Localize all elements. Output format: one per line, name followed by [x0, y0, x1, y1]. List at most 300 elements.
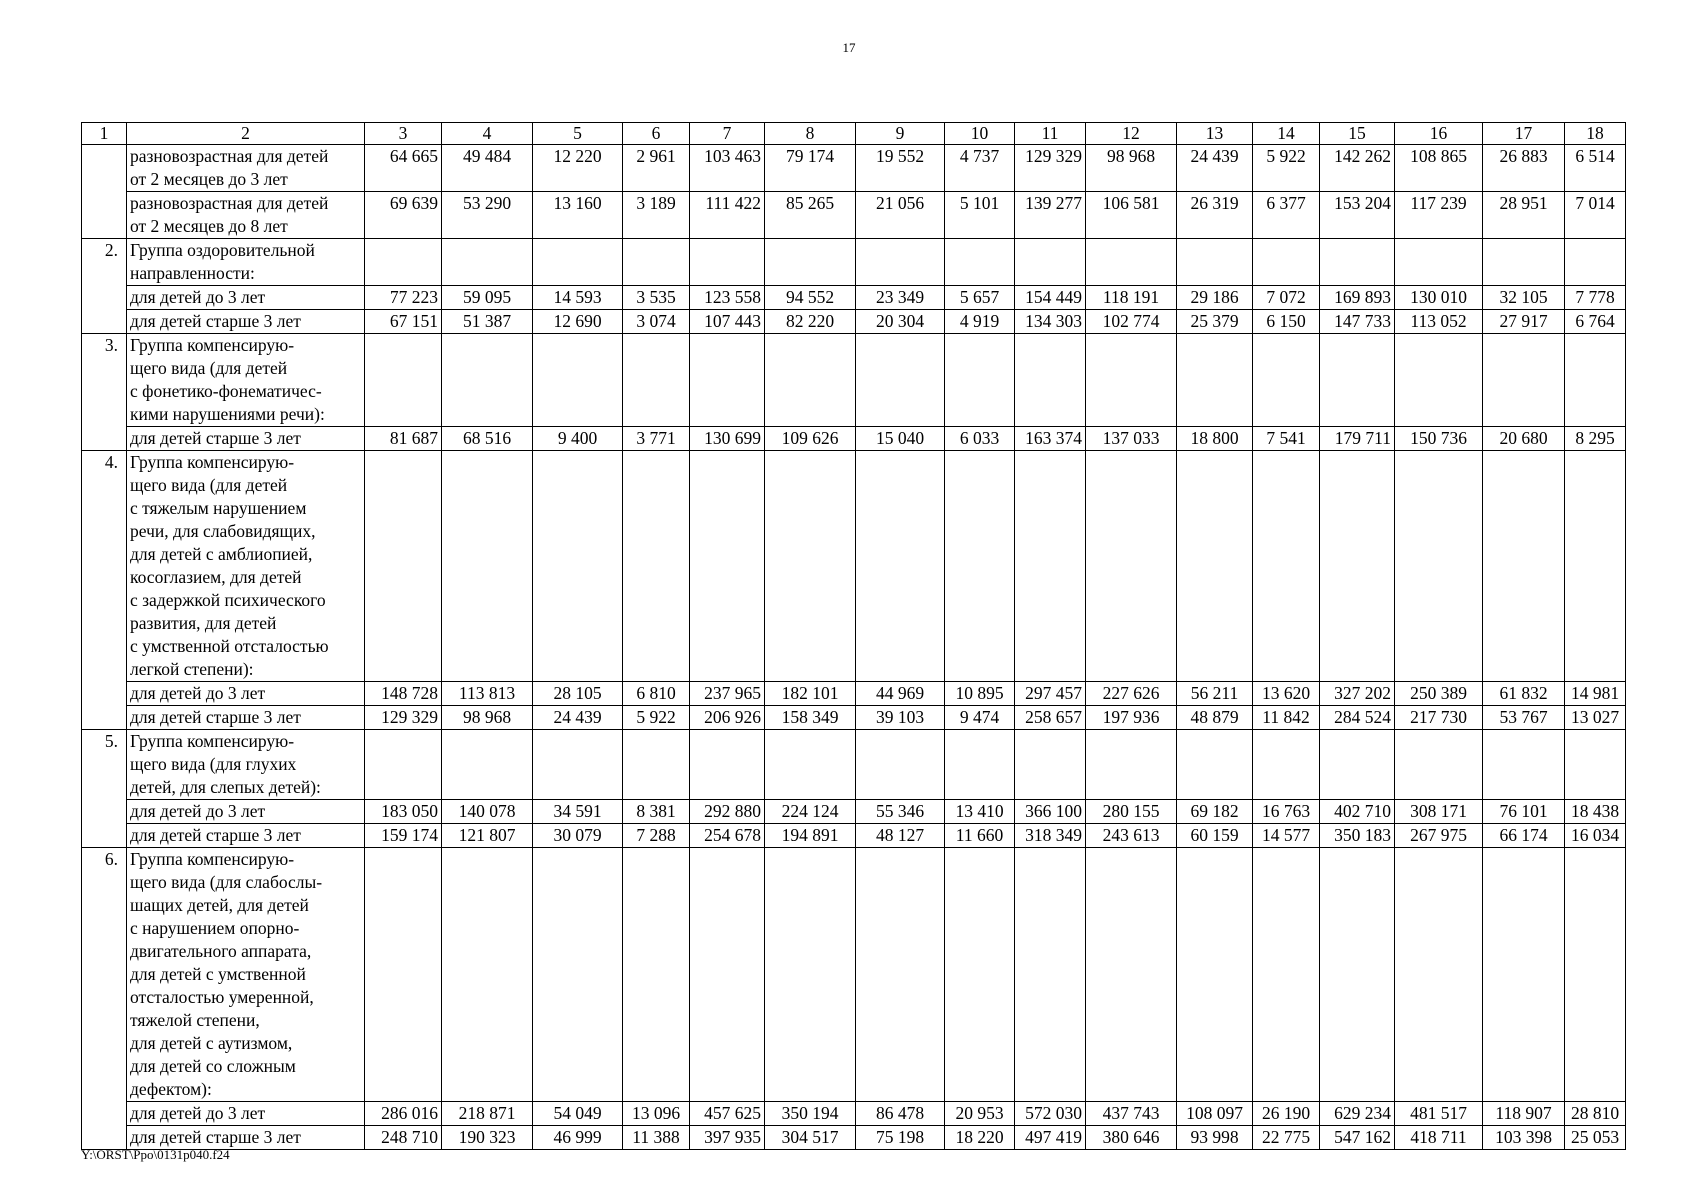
row-label: разновозрастная для детей от 2 месяцев до 3 лет	[127, 145, 365, 192]
value-cell: 108 097	[1177, 1102, 1253, 1126]
empty-cell	[945, 730, 1015, 800]
value-cell: 140 078	[442, 800, 533, 824]
group-title: Группа компенсирую- щего вида (для детей с фонетико-фонематичес- кими нарушениями речи):	[127, 334, 365, 427]
empty-cell	[1177, 239, 1253, 286]
empty-cell	[1086, 334, 1177, 427]
value-cell: 402 710	[1320, 800, 1395, 824]
value-cell: 24 439	[1177, 145, 1253, 192]
value-cell: 20 953	[945, 1102, 1015, 1126]
row-label: для детей до 3 лет	[127, 682, 365, 706]
value-cell: 292 880	[690, 800, 765, 824]
table-row	[82, 145, 1626, 192]
empty-cell	[365, 334, 442, 427]
column-header-row	[82, 123, 1626, 145]
value-cell: 14 577	[1253, 824, 1320, 848]
group-index: 3.	[82, 334, 127, 451]
value-cell: 51 387	[442, 310, 533, 334]
empty-cell	[1253, 334, 1320, 427]
value-cell: 5 101	[945, 192, 1015, 239]
table-row	[82, 310, 1626, 334]
empty-cell	[1395, 334, 1483, 427]
empty-cell	[533, 848, 623, 1102]
value-cell: 139 277	[1015, 192, 1086, 239]
value-cell: 29 186	[1177, 286, 1253, 310]
empty-cell	[1015, 451, 1086, 682]
group-index: 4.	[82, 451, 127, 730]
row-label: для детей старше 3 лет	[127, 1126, 365, 1150]
value-cell: 7 288	[623, 824, 690, 848]
value-cell: 380 646	[1086, 1126, 1177, 1150]
empty-cell	[945, 239, 1015, 286]
value-cell: 547 162	[1320, 1126, 1395, 1150]
value-cell: 254 678	[690, 824, 765, 848]
value-cell: 85 265	[765, 192, 856, 239]
value-cell: 46 999	[533, 1126, 623, 1150]
row-label: для детей до 3 лет	[127, 286, 365, 310]
value-cell: 48 127	[856, 824, 945, 848]
value-cell: 129 329	[1015, 145, 1086, 192]
table-row	[82, 800, 1626, 824]
value-cell: 284 524	[1320, 706, 1395, 730]
empty-cell	[365, 730, 442, 800]
empty-cell	[1086, 730, 1177, 800]
value-cell: 123 558	[690, 286, 765, 310]
value-cell: 5 922	[623, 706, 690, 730]
empty-cell	[533, 239, 623, 286]
value-cell: 81 687	[365, 427, 442, 451]
value-cell: 53 290	[442, 192, 533, 239]
empty-cell	[765, 451, 856, 682]
value-cell: 11 660	[945, 824, 1015, 848]
value-cell: 217 730	[1395, 706, 1483, 730]
empty-cell	[1320, 334, 1395, 427]
empty-cell	[1177, 730, 1253, 800]
value-cell: 102 774	[1086, 310, 1177, 334]
column-header: 14	[1253, 123, 1320, 145]
value-cell: 2 961	[623, 145, 690, 192]
value-cell: 6 377	[1253, 192, 1320, 239]
value-cell: 250 389	[1395, 682, 1483, 706]
value-cell: 53 767	[1483, 706, 1565, 730]
table-row	[82, 427, 1626, 451]
empty-cell	[1395, 730, 1483, 800]
empty-cell	[623, 730, 690, 800]
value-cell: 13 160	[533, 192, 623, 239]
empty-cell	[1253, 848, 1320, 1102]
value-cell: 497 419	[1015, 1126, 1086, 1150]
value-cell: 8 295	[1565, 427, 1626, 451]
empty-cell	[1565, 730, 1626, 800]
value-cell: 16 763	[1253, 800, 1320, 824]
value-cell: 169 893	[1320, 286, 1395, 310]
column-header: 6	[623, 123, 690, 145]
value-cell: 98 968	[442, 706, 533, 730]
value-cell: 5 922	[1253, 145, 1320, 192]
value-cell: 4 737	[945, 145, 1015, 192]
value-cell: 79 174	[765, 145, 856, 192]
value-cell: 107 443	[690, 310, 765, 334]
empty-cell	[442, 730, 533, 800]
value-cell: 117 239	[1395, 192, 1483, 239]
value-cell: 153 204	[1320, 192, 1395, 239]
empty-cell	[1483, 451, 1565, 682]
value-cell: 9 400	[533, 427, 623, 451]
value-cell: 182 101	[765, 682, 856, 706]
empty-cell	[1177, 334, 1253, 427]
row-label: для детей до 3 лет	[127, 800, 365, 824]
value-cell: 16 034	[1565, 824, 1626, 848]
value-cell: 10 895	[945, 682, 1015, 706]
empty-cell	[442, 239, 533, 286]
value-cell: 629 234	[1320, 1102, 1395, 1126]
column-header: 16	[1395, 123, 1483, 145]
empty-cell	[945, 334, 1015, 427]
value-cell: 106 581	[1086, 192, 1177, 239]
value-cell: 7 072	[1253, 286, 1320, 310]
group-title-row	[82, 730, 1626, 800]
value-cell: 8 381	[623, 800, 690, 824]
value-cell: 130 010	[1395, 286, 1483, 310]
value-cell: 75 198	[856, 1126, 945, 1150]
value-cell: 197 936	[1086, 706, 1177, 730]
value-cell: 19 552	[856, 145, 945, 192]
empty-cell	[690, 848, 765, 1102]
value-cell: 86 478	[856, 1102, 945, 1126]
empty-cell	[765, 239, 856, 286]
value-cell: 183 050	[365, 800, 442, 824]
value-cell: 39 103	[856, 706, 945, 730]
group-index	[82, 145, 127, 239]
empty-cell	[1320, 730, 1395, 800]
group-title-row	[82, 451, 1626, 682]
group-index: 6.	[82, 848, 127, 1150]
value-cell: 28 810	[1565, 1102, 1626, 1126]
column-header: 12	[1086, 123, 1177, 145]
value-cell: 7 778	[1565, 286, 1626, 310]
value-cell: 56 211	[1177, 682, 1253, 706]
value-cell: 48 879	[1177, 706, 1253, 730]
value-cell: 103 398	[1483, 1126, 1565, 1150]
empty-cell	[765, 730, 856, 800]
column-header: 10	[945, 123, 1015, 145]
row-label: для детей до 3 лет	[127, 1102, 365, 1126]
value-cell: 7 541	[1253, 427, 1320, 451]
empty-cell	[1320, 848, 1395, 1102]
empty-cell	[1565, 239, 1626, 286]
value-cell: 21 056	[856, 192, 945, 239]
column-header: 9	[856, 123, 945, 145]
empty-cell	[1086, 239, 1177, 286]
column-header: 17	[1483, 123, 1565, 145]
value-cell: 158 349	[765, 706, 856, 730]
row-label: для детей старше 3 лет	[127, 427, 365, 451]
empty-cell	[533, 730, 623, 800]
empty-cell	[856, 239, 945, 286]
column-header: 15	[1320, 123, 1395, 145]
empty-cell	[365, 451, 442, 682]
column-header: 18	[1565, 123, 1626, 145]
table-row	[82, 824, 1626, 848]
value-cell: 5 657	[945, 286, 1015, 310]
empty-cell	[690, 451, 765, 682]
table-row	[82, 682, 1626, 706]
value-cell: 163 374	[1015, 427, 1086, 451]
value-cell: 3 189	[623, 192, 690, 239]
value-cell: 23 349	[856, 286, 945, 310]
table-row	[82, 1126, 1626, 1150]
empty-cell	[533, 334, 623, 427]
empty-cell	[1177, 451, 1253, 682]
empty-cell	[945, 451, 1015, 682]
value-cell: 44 969	[856, 682, 945, 706]
empty-cell	[533, 451, 623, 682]
value-cell: 6 810	[623, 682, 690, 706]
value-cell: 572 030	[1015, 1102, 1086, 1126]
table-row	[82, 192, 1626, 239]
group-title-row	[82, 334, 1626, 427]
value-cell: 13 620	[1253, 682, 1320, 706]
value-cell: 103 463	[690, 145, 765, 192]
empty-cell	[856, 451, 945, 682]
empty-cell	[765, 848, 856, 1102]
column-header: 2	[127, 123, 365, 145]
empty-cell	[856, 334, 945, 427]
value-cell: 137 033	[1086, 427, 1177, 451]
value-cell: 98 968	[1086, 145, 1177, 192]
empty-cell	[1086, 451, 1177, 682]
empty-cell	[690, 730, 765, 800]
value-cell: 304 517	[765, 1126, 856, 1150]
value-cell: 3 771	[623, 427, 690, 451]
value-cell: 13 410	[945, 800, 1015, 824]
data-table	[81, 122, 1626, 1150]
value-cell: 248 710	[365, 1126, 442, 1150]
value-cell: 26 319	[1177, 192, 1253, 239]
value-cell: 20 304	[856, 310, 945, 334]
table-row	[82, 706, 1626, 730]
value-cell: 286 016	[365, 1102, 442, 1126]
value-cell: 77 223	[365, 286, 442, 310]
value-cell: 26 190	[1253, 1102, 1320, 1126]
empty-cell	[1565, 334, 1626, 427]
table-row	[82, 1102, 1626, 1126]
value-cell: 150 736	[1395, 427, 1483, 451]
column-header: 4	[442, 123, 533, 145]
empty-cell	[1483, 239, 1565, 286]
value-cell: 267 975	[1395, 824, 1483, 848]
empty-cell	[1253, 239, 1320, 286]
value-cell: 437 743	[1086, 1102, 1177, 1126]
value-cell: 82 220	[765, 310, 856, 334]
group-title: Группа компенсирую- щего вида (для слабослы- шащих детей, для детей с нарушением опорно- двигательного аппарата, для детей с умственной отсталостью умеренной, тяжелой степени, для детей с аутизмом, для детей со сложным дефектом):	[127, 848, 365, 1102]
value-cell: 130 699	[690, 427, 765, 451]
table-row	[82, 286, 1626, 310]
group-index: 2.	[82, 239, 127, 334]
empty-cell	[690, 239, 765, 286]
empty-cell	[1395, 239, 1483, 286]
empty-cell	[1320, 451, 1395, 682]
value-cell: 11 842	[1253, 706, 1320, 730]
value-cell: 6 514	[1565, 145, 1626, 192]
value-cell: 49 484	[442, 145, 533, 192]
value-cell: 147 733	[1320, 310, 1395, 334]
value-cell: 60 159	[1177, 824, 1253, 848]
footer-file-path: Y:\ORST\Ppo\0131p040.f24	[81, 1147, 230, 1162]
empty-cell	[945, 848, 1015, 1102]
value-cell: 18 220	[945, 1126, 1015, 1150]
value-cell: 18 438	[1565, 800, 1626, 824]
value-cell: 280 155	[1086, 800, 1177, 824]
value-cell: 194 891	[765, 824, 856, 848]
value-cell: 3 535	[623, 286, 690, 310]
value-cell: 350 194	[765, 1102, 856, 1126]
value-cell: 327 202	[1320, 682, 1395, 706]
value-cell: 179 711	[1320, 427, 1395, 451]
value-cell: 481 517	[1395, 1102, 1483, 1126]
value-cell: 109 626	[765, 427, 856, 451]
value-cell: 237 965	[690, 682, 765, 706]
value-cell: 25 379	[1177, 310, 1253, 334]
empty-cell	[365, 848, 442, 1102]
value-cell: 12 220	[533, 145, 623, 192]
value-cell: 13 096	[623, 1102, 690, 1126]
empty-cell	[623, 334, 690, 427]
empty-cell	[856, 730, 945, 800]
value-cell: 76 101	[1483, 800, 1565, 824]
empty-cell	[1395, 451, 1483, 682]
empty-cell	[623, 239, 690, 286]
value-cell: 15 040	[856, 427, 945, 451]
empty-cell	[1395, 848, 1483, 1102]
group-title: Группа оздоровительной направленности:	[127, 239, 365, 286]
value-cell: 24 439	[533, 706, 623, 730]
value-cell: 61 832	[1483, 682, 1565, 706]
empty-cell	[1015, 239, 1086, 286]
value-cell: 20 680	[1483, 427, 1565, 451]
value-cell: 148 728	[365, 682, 442, 706]
group-title: Группа компенсирую- щего вида (для глухих детей, для слепых детей):	[127, 730, 365, 800]
empty-cell	[1320, 239, 1395, 286]
value-cell: 134 303	[1015, 310, 1086, 334]
value-cell: 69 639	[365, 192, 442, 239]
empty-cell	[1015, 848, 1086, 1102]
value-cell: 28 105	[533, 682, 623, 706]
value-cell: 22 775	[1253, 1126, 1320, 1150]
column-header: 11	[1015, 123, 1086, 145]
empty-cell	[690, 334, 765, 427]
value-cell: 243 613	[1086, 824, 1177, 848]
group-index: 5.	[82, 730, 127, 848]
value-cell: 18 800	[1177, 427, 1253, 451]
empty-cell	[1483, 730, 1565, 800]
value-cell: 11 388	[623, 1126, 690, 1150]
value-cell: 6 150	[1253, 310, 1320, 334]
empty-cell	[442, 334, 533, 427]
value-cell: 6 033	[945, 427, 1015, 451]
value-cell: 297 457	[1015, 682, 1086, 706]
value-cell: 154 449	[1015, 286, 1086, 310]
column-header: 7	[690, 123, 765, 145]
empty-cell	[856, 848, 945, 1102]
value-cell: 129 329	[365, 706, 442, 730]
value-cell: 26 883	[1483, 145, 1565, 192]
empty-cell	[623, 848, 690, 1102]
value-cell: 224 124	[765, 800, 856, 824]
group-title: Группа компенсирую- щего вида (для детей с тяжелым нарушением речи, для слабовидящих, для детей с амблиопией, косоглазием, для детей с задержкой психического развития, для детей с умственной отсталостью легкой степени):	[127, 451, 365, 682]
row-label: для детей старше 3 лет	[127, 706, 365, 730]
empty-cell	[1015, 730, 1086, 800]
row-label: для детей старше 3 лет	[127, 824, 365, 848]
empty-cell	[1565, 848, 1626, 1102]
value-cell: 258 657	[1015, 706, 1086, 730]
empty-cell	[1177, 848, 1253, 1102]
value-cell: 14 593	[533, 286, 623, 310]
value-cell: 227 626	[1086, 682, 1177, 706]
value-cell: 308 171	[1395, 800, 1483, 824]
empty-cell	[623, 451, 690, 682]
row-label: для детей старше 3 лет	[127, 310, 365, 334]
value-cell: 4 919	[945, 310, 1015, 334]
value-cell: 69 182	[1177, 800, 1253, 824]
value-cell: 159 174	[365, 824, 442, 848]
value-cell: 3 074	[623, 310, 690, 334]
group-title-row	[82, 239, 1626, 286]
value-cell: 67 151	[365, 310, 442, 334]
empty-cell	[1253, 451, 1320, 682]
value-cell: 457 625	[690, 1102, 765, 1126]
value-cell: 94 552	[765, 286, 856, 310]
value-cell: 59 095	[442, 286, 533, 310]
value-cell: 118 191	[1086, 286, 1177, 310]
value-cell: 418 711	[1395, 1126, 1483, 1150]
value-cell: 190 323	[442, 1126, 533, 1150]
column-header: 13	[1177, 123, 1253, 145]
value-cell: 68 516	[442, 427, 533, 451]
column-header: 1	[82, 123, 127, 145]
value-cell: 9 474	[945, 706, 1015, 730]
value-cell: 55 346	[856, 800, 945, 824]
group-title-row	[82, 848, 1626, 1102]
value-cell: 13 027	[1565, 706, 1626, 730]
value-cell: 64 665	[365, 145, 442, 192]
value-cell: 121 807	[442, 824, 533, 848]
column-header: 3	[365, 123, 442, 145]
value-cell: 12 690	[533, 310, 623, 334]
value-cell: 27 917	[1483, 310, 1565, 334]
value-cell: 108 865	[1395, 145, 1483, 192]
empty-cell	[365, 239, 442, 286]
column-header: 5	[533, 123, 623, 145]
value-cell: 218 871	[442, 1102, 533, 1126]
value-cell: 14 981	[1565, 682, 1626, 706]
value-cell: 54 049	[533, 1102, 623, 1126]
empty-cell	[1015, 334, 1086, 427]
value-cell: 28 951	[1483, 192, 1565, 239]
value-cell: 6 764	[1565, 310, 1626, 334]
value-cell: 111 422	[690, 192, 765, 239]
column-header: 8	[765, 123, 856, 145]
empty-cell	[1565, 451, 1626, 682]
empty-cell	[1086, 848, 1177, 1102]
value-cell: 113 052	[1395, 310, 1483, 334]
value-cell: 30 079	[533, 824, 623, 848]
empty-cell	[442, 451, 533, 682]
empty-cell	[1253, 730, 1320, 800]
value-cell: 366 100	[1015, 800, 1086, 824]
value-cell: 32 105	[1483, 286, 1565, 310]
page-number: 17	[842, 40, 856, 55]
empty-cell	[1483, 334, 1565, 427]
